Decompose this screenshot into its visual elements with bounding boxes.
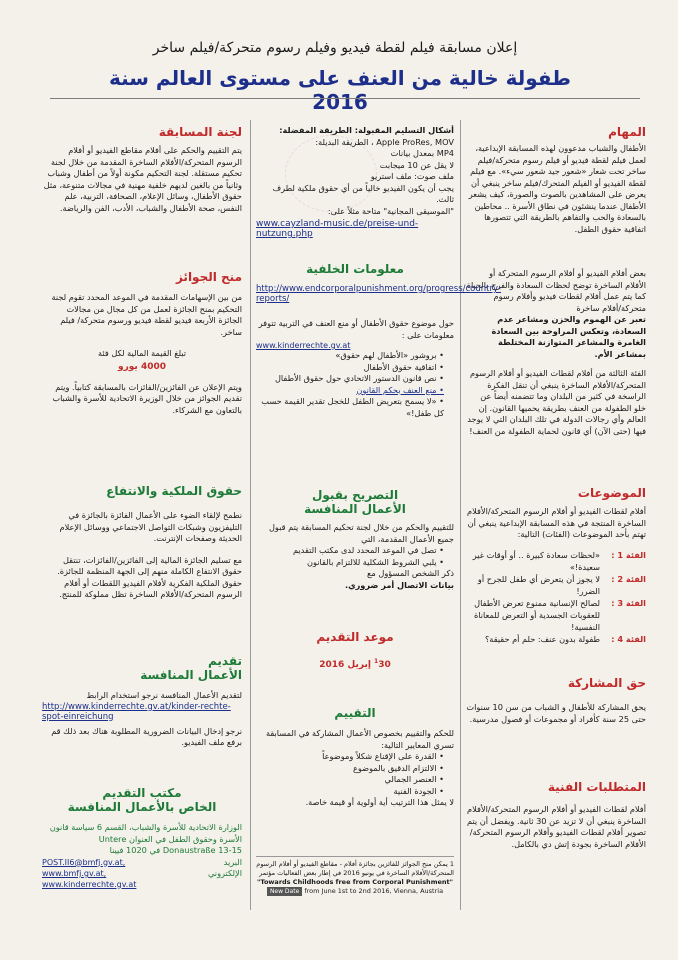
evaluation-heading: التقييم	[334, 706, 376, 720]
mission-p3: الفئة الثالثة من أفلام لقطات الفيديو أو أفلام الرسوم المتحركة/الأفلام الساخرة ينبغي أن تنقل الفكرة الراسخة في كثير من البلدان وما تتضمنه أيضاً عن خلو الطفولة من العنف بطريقة يحميها القانون. إن العالم وأي رجالات الدولة في تلك البلدان التي لا يوجد فيها (حتى الآن) أي قانون لحماية الطفولة من العنف!	[467, 368, 646, 436]
mission-p1: الأطفال والشباب مدعوون لهذه المسابقة الإبداعية، لعمل فيلم لقطة فيديو أو فيلم رسوم متحركة/فيلم ساخر تحت شعار «شعور جيد شعور سيء». مع فيلم لقطة الفيديو أو الفيلم المتحرك/فيلم ساخر ينبغي أن يعرض على المشاهدين بالصوت والصورة، كيف يشعر الأطفال عندما ينشئون في نطاق الأسرة .. محاطين بالسعادة والحب والتفاهم بالطريقة التي تتصورها اتفاقية حقوق الطفل.	[468, 143, 646, 234]
endcorporal-link[interactable]: http://www.endcorporalpunishment.org/progress/country-reports/	[256, 284, 501, 304]
topic-label: الفئة 3 :	[611, 597, 646, 608]
page-title: طفولة خالية من العنف على مستوى العالم سنة 2016	[108, 66, 572, 114]
mission-section	[466, 125, 646, 235]
submit-heading-1: تقديم	[208, 654, 242, 668]
column-divider-left	[250, 120, 251, 910]
office-line-3: Donaustraße 13-15 في 1020 فيينا	[109, 845, 242, 855]
background-list	[256, 350, 454, 419]
formats-line: لا يقل عن 10 ميجابت	[379, 159, 454, 170]
declaration-note-bold: بيانات الاتصال أمر ضروري.	[344, 579, 454, 590]
declaration-section	[256, 488, 454, 591]
topics-section	[466, 486, 646, 645]
list-item: • تصل في الموعد المحدد لدى مكتب التقديم	[256, 545, 444, 557]
mission-heading: المهام	[608, 125, 646, 139]
submit-text-2: نرجو إدخال البيانات الضرورية المطلوبة هناك بعد ذلك قم برفع ملف الفيديو.	[51, 725, 242, 747]
evaluation-text: للحكم والتقييم بخصوص الأعمال المشاركة في المسابقة تسري المعايير التالية:	[266, 728, 454, 750]
declaration-heading-1: التصريح بقبول	[311, 488, 399, 502]
background-intro: حول موضوع حقوق الأطفال أو منع العنف في التربية تتوفر معلومات على :	[258, 318, 454, 340]
deadline-heading: موعد التقديم	[316, 630, 394, 644]
jury-section	[42, 125, 242, 214]
formats-heading: أشكال التسليم المقبولة: الطريقة المفضلة:	[279, 125, 454, 135]
topic-item	[466, 573, 646, 597]
deadline-footnote-mark: 1	[374, 658, 379, 665]
footnote-date-line	[256, 887, 454, 896]
rights-p2: مع تسليم الجائزة المالية إلى الفائزين/الفائزات، تنتقل حقوق الانتفاع الكاملة منهم إلى الجهة المنظمة للجائزة. حقوق الملكية الفكرية لأفلام الفيديو اللقطات أو أفلام الرسوم المتحركة/الأفلام الساخرة تظل مملوكة للمنتج.	[57, 554, 242, 599]
office-email-label: البريد الإلكتروني	[207, 856, 242, 878]
formats-line: Apple ProRes, MOV ، الطريقة البديلة:	[315, 136, 454, 147]
participation-section	[466, 676, 646, 725]
declaration-text: للتقييم والحكم من خلال لجنة تحكيم المسابقة يتم قبول جميع الأعمال المقدمة، التي	[268, 522, 454, 544]
prizes-heading: منح الجوائز	[175, 270, 242, 284]
topic-text: لا يجوز أن يتعرض أي طفل للجرح أو الضرر!	[477, 573, 600, 596]
footnote-quote: "Towards Childhoods free from Corporal Punishment"	[257, 878, 453, 886]
footnote-tail: from June 1st to 2nd 2016, Vienna, Austria	[304, 887, 444, 895]
mission-p2: بعض أفلام الفيديو أو أفلام الرسوم المتحركة أو الأفلام الساخرة توضح لحظات السعادة والفرح بالحياة كما يتم عمل أفلام لقطات فيديو وأفلام رسوم متحركة/أفلام ساخرة	[466, 268, 646, 313]
list-item: • العنصر الجمالي	[256, 774, 444, 786]
announcement-line: إعلان مسابقة فيلم لقطة فيديو وفيلم رسوم متحركة/فيلم ساخر	[152, 40, 518, 56]
rights-section	[42, 484, 242, 601]
list-item: • اتفاقية حقوق الأطفال	[256, 362, 444, 374]
topics-list	[466, 549, 646, 645]
topic-label: الفئة 4 :	[611, 633, 646, 644]
list-item: • يلبي الشروط الشكلية للالتزام بالقانون	[256, 557, 444, 569]
topic-label: الفئة 1 :	[611, 549, 646, 560]
prizes-text: من بين الإسهامات المقدمة في الموعد المحدد تقوم لجنة التحكيم بمنح الجائزة لعمل من كل مجال من مجالات الجائزة الأربعة فيديو لقطة فيديو ورسوم متحركة/ فيلم ساخر.	[51, 292, 242, 337]
evaluation-section	[256, 706, 454, 809]
deadline-date: 30 إبريل 2016	[319, 660, 391, 670]
formats-line: يجب أن يكون الفيديو خالياً من أي حقوق ملكية لطرف ثالث.	[272, 182, 454, 204]
formats-line: MP4 بمعدل بيانات	[390, 148, 454, 158]
deadline-section	[256, 630, 454, 670]
list-item: • الجودة الفنية	[256, 786, 444, 798]
prizes-amount: 4000 يورو	[118, 361, 166, 372]
submit-section	[42, 654, 242, 749]
list-item: • بروشور «الأطفال لهم حقوق»	[256, 350, 444, 362]
declaration-list	[256, 545, 454, 568]
deadline-date-wrap	[256, 658, 454, 670]
topics-heading: الموضوعات	[577, 486, 646, 500]
footnote-text	[256, 860, 454, 878]
submit-text: لتقديم الأعمال المنافسة نرجو استخدام الرابط	[86, 690, 242, 700]
participation-text: يحق المشاركة للأطفال و الشباب من سن 10 سنوات حتى 25 سنة كأفراد أو مجموعات أو فصول مدرسية.	[466, 702, 646, 724]
header-divider	[50, 98, 640, 99]
jury-heading: لجنة المسابقة	[158, 125, 242, 139]
mission-p2-bold: تعبر عن الهموم والحزن ومشاعر عدم السعادة، وتعكس المراوحة بين السعادة الغامرة والمشاعر المتوازنة المختلطة بمشاعر الأم.	[491, 314, 646, 359]
topic-text: «لحظات سعادة كبيرة .. أو أوقات غير سعيدة!»	[472, 549, 600, 572]
list-item: • نص قانون الدستور الاتحادي حول حقوق الأطفال	[256, 373, 444, 385]
office-heading-1: مكتب التقديم	[102, 786, 182, 800]
topics-intro: أفلام لقطات الفيديو أو أفلام الرسوم المتحركة/الأفلام الساخرة المنتجة في هذه المسابقة الإبداعية ينبغي أن تهتم بأحد الموضوعات (الفئات) التالية:	[467, 506, 646, 539]
office-site-link[interactable]: www.kinderrechte.gv.at	[42, 879, 137, 889]
office-line-1: الوزارة الاتحادية للأسرة والشباب، القسم 6 سياسة قانون	[49, 822, 242, 832]
office-heading-2: الخاص بالأعمال المنافسة	[67, 800, 217, 814]
participation-heading: حق المشاركة	[567, 676, 646, 690]
footnote-num: 1	[449, 860, 454, 868]
topic-text: لصالح الإنسانية ممنوع تعرض الأطفال للعقوبات الجسدية أو التعرض للمعاناة النفسية!	[473, 597, 600, 632]
topic-item	[466, 633, 646, 645]
prizes-section	[42, 270, 242, 416]
rights-heading: حقوق الملكية والانتفاع	[106, 484, 242, 498]
submit-heading-2: الأعمال المنافسة	[140, 668, 242, 682]
list-item: • القدرة على الإقناع شكلاً وموضوعاً	[256, 751, 444, 763]
declaration-heading-2: الأعمال المنافسة	[304, 502, 406, 516]
kinderrechte-link[interactable]: www.kinderrechte.gv.at	[256, 341, 351, 350]
background-heading: معلومات الخلفية	[306, 262, 404, 276]
footnote	[256, 856, 454, 896]
office-email[interactable]: POST.II6@bmfj.gv.at, www.bmfj.gv.at,	[42, 857, 126, 878]
tech-heading: المتطلبات الفنية	[547, 780, 646, 794]
submit-link[interactable]: http://www.kinderrechte.gv.at/kinder-rechte-spot-einreichung	[42, 701, 231, 722]
column-divider-right	[460, 120, 461, 910]
declaration-note: ذكر الشخص المسؤول مع	[367, 568, 454, 578]
formats-line: "الموسيقى المجانية" متاحة مثلاً على:	[327, 205, 454, 216]
list-item[interactable]: • منع العنف بحكم القانون	[256, 385, 444, 397]
topic-label: الفئة 2 :	[611, 573, 646, 584]
new-date-tag: New Date	[267, 887, 302, 896]
list-item: • «لا يسمح بتعريض الطفل للخجل تقدير القيمة حسب كل طفل!»	[256, 396, 444, 419]
office-section	[42, 786, 242, 889]
tech-text: أفلام لقطات الفيديو أو أفلام الرسوم المتحركة/الأفلام الساخرة ينبغي أن لا تزيد عن 30 ثانية. ويفضل أن يتم تصوير أفلام لقطات الفيديو وأفلام الرسوم المتحركة/الأفلام الساخرة بجودة إتش دي بالكامل.	[466, 804, 646, 849]
music-link[interactable]: www.cayzland-music.de/preise-und-nutzung.php	[256, 219, 419, 239]
office-line-2: الأسرة وحقوق الطفل في العنوان Untere	[98, 833, 242, 844]
topic-item	[466, 549, 646, 573]
background-section	[256, 262, 501, 419]
evaluation-list	[256, 751, 454, 797]
evaluation-note: لا يمثل هذا الترتيب أية أولوية أو قيمة خاصة.	[305, 797, 454, 807]
jury-text: يتم التقييم والحكم على أفلام مقاطع الفيديو أو أفلام الرسوم المتحركة/الأفلام الساخرة المقدمة من خلال لجنة تحكيم مستقلة. لجنة التحكيم مكونة أولاً من أطفال وشباب وثانياً من بالغين لديهم خلفية مهنية في مجالات متنوعة، مثل حقوق الأطفال، وسائل الإعلام، الصحافة، التربية، علم النفس، صحة الأطفال والشباب، الأدب، الفن والرياضة.	[43, 145, 242, 213]
topic-item	[466, 597, 646, 633]
rights-p1: نطمح لإلقاء الضوء على الأعمال الفائزة بالجائزة في التليفزيون وشبكات التواصل الاجتماعي ووسائل الإعلام الحديثة وصفحات الإنترنت.	[59, 510, 242, 543]
formats-line: ملف صوت: ملف استريو	[370, 171, 454, 181]
formats-section	[256, 125, 454, 239]
prizes-text-2: ويتم الإعلان عن الفائزين/الفائزات بالمسابقة كتابياً. ويتم تقديم الجوائز من خلال الوزيرة الاتحادية للأسرة والشباب بالتعاون مع الشركاء.	[52, 381, 242, 415]
topic-text: طفولة بدون عنف: حلم أم حقيقة؟	[484, 633, 600, 644]
footnote-body: يمكن منح الجوائز للفائزين بجائزة أفلام - مقاطع الفيديو أو أفلام الرسوم المتحركة/الأفلام الساخرة في يونيو 2016 في إطار بعض الفعاليات مؤتمر	[256, 860, 454, 877]
prizes-amount-label: تبلغ القيمة المالية لكل فئة	[97, 348, 187, 358]
office-email-row	[42, 857, 242, 880]
tech-section	[466, 780, 646, 850]
list-item: • الالتزام الدقيق بالموضوع	[256, 763, 444, 775]
